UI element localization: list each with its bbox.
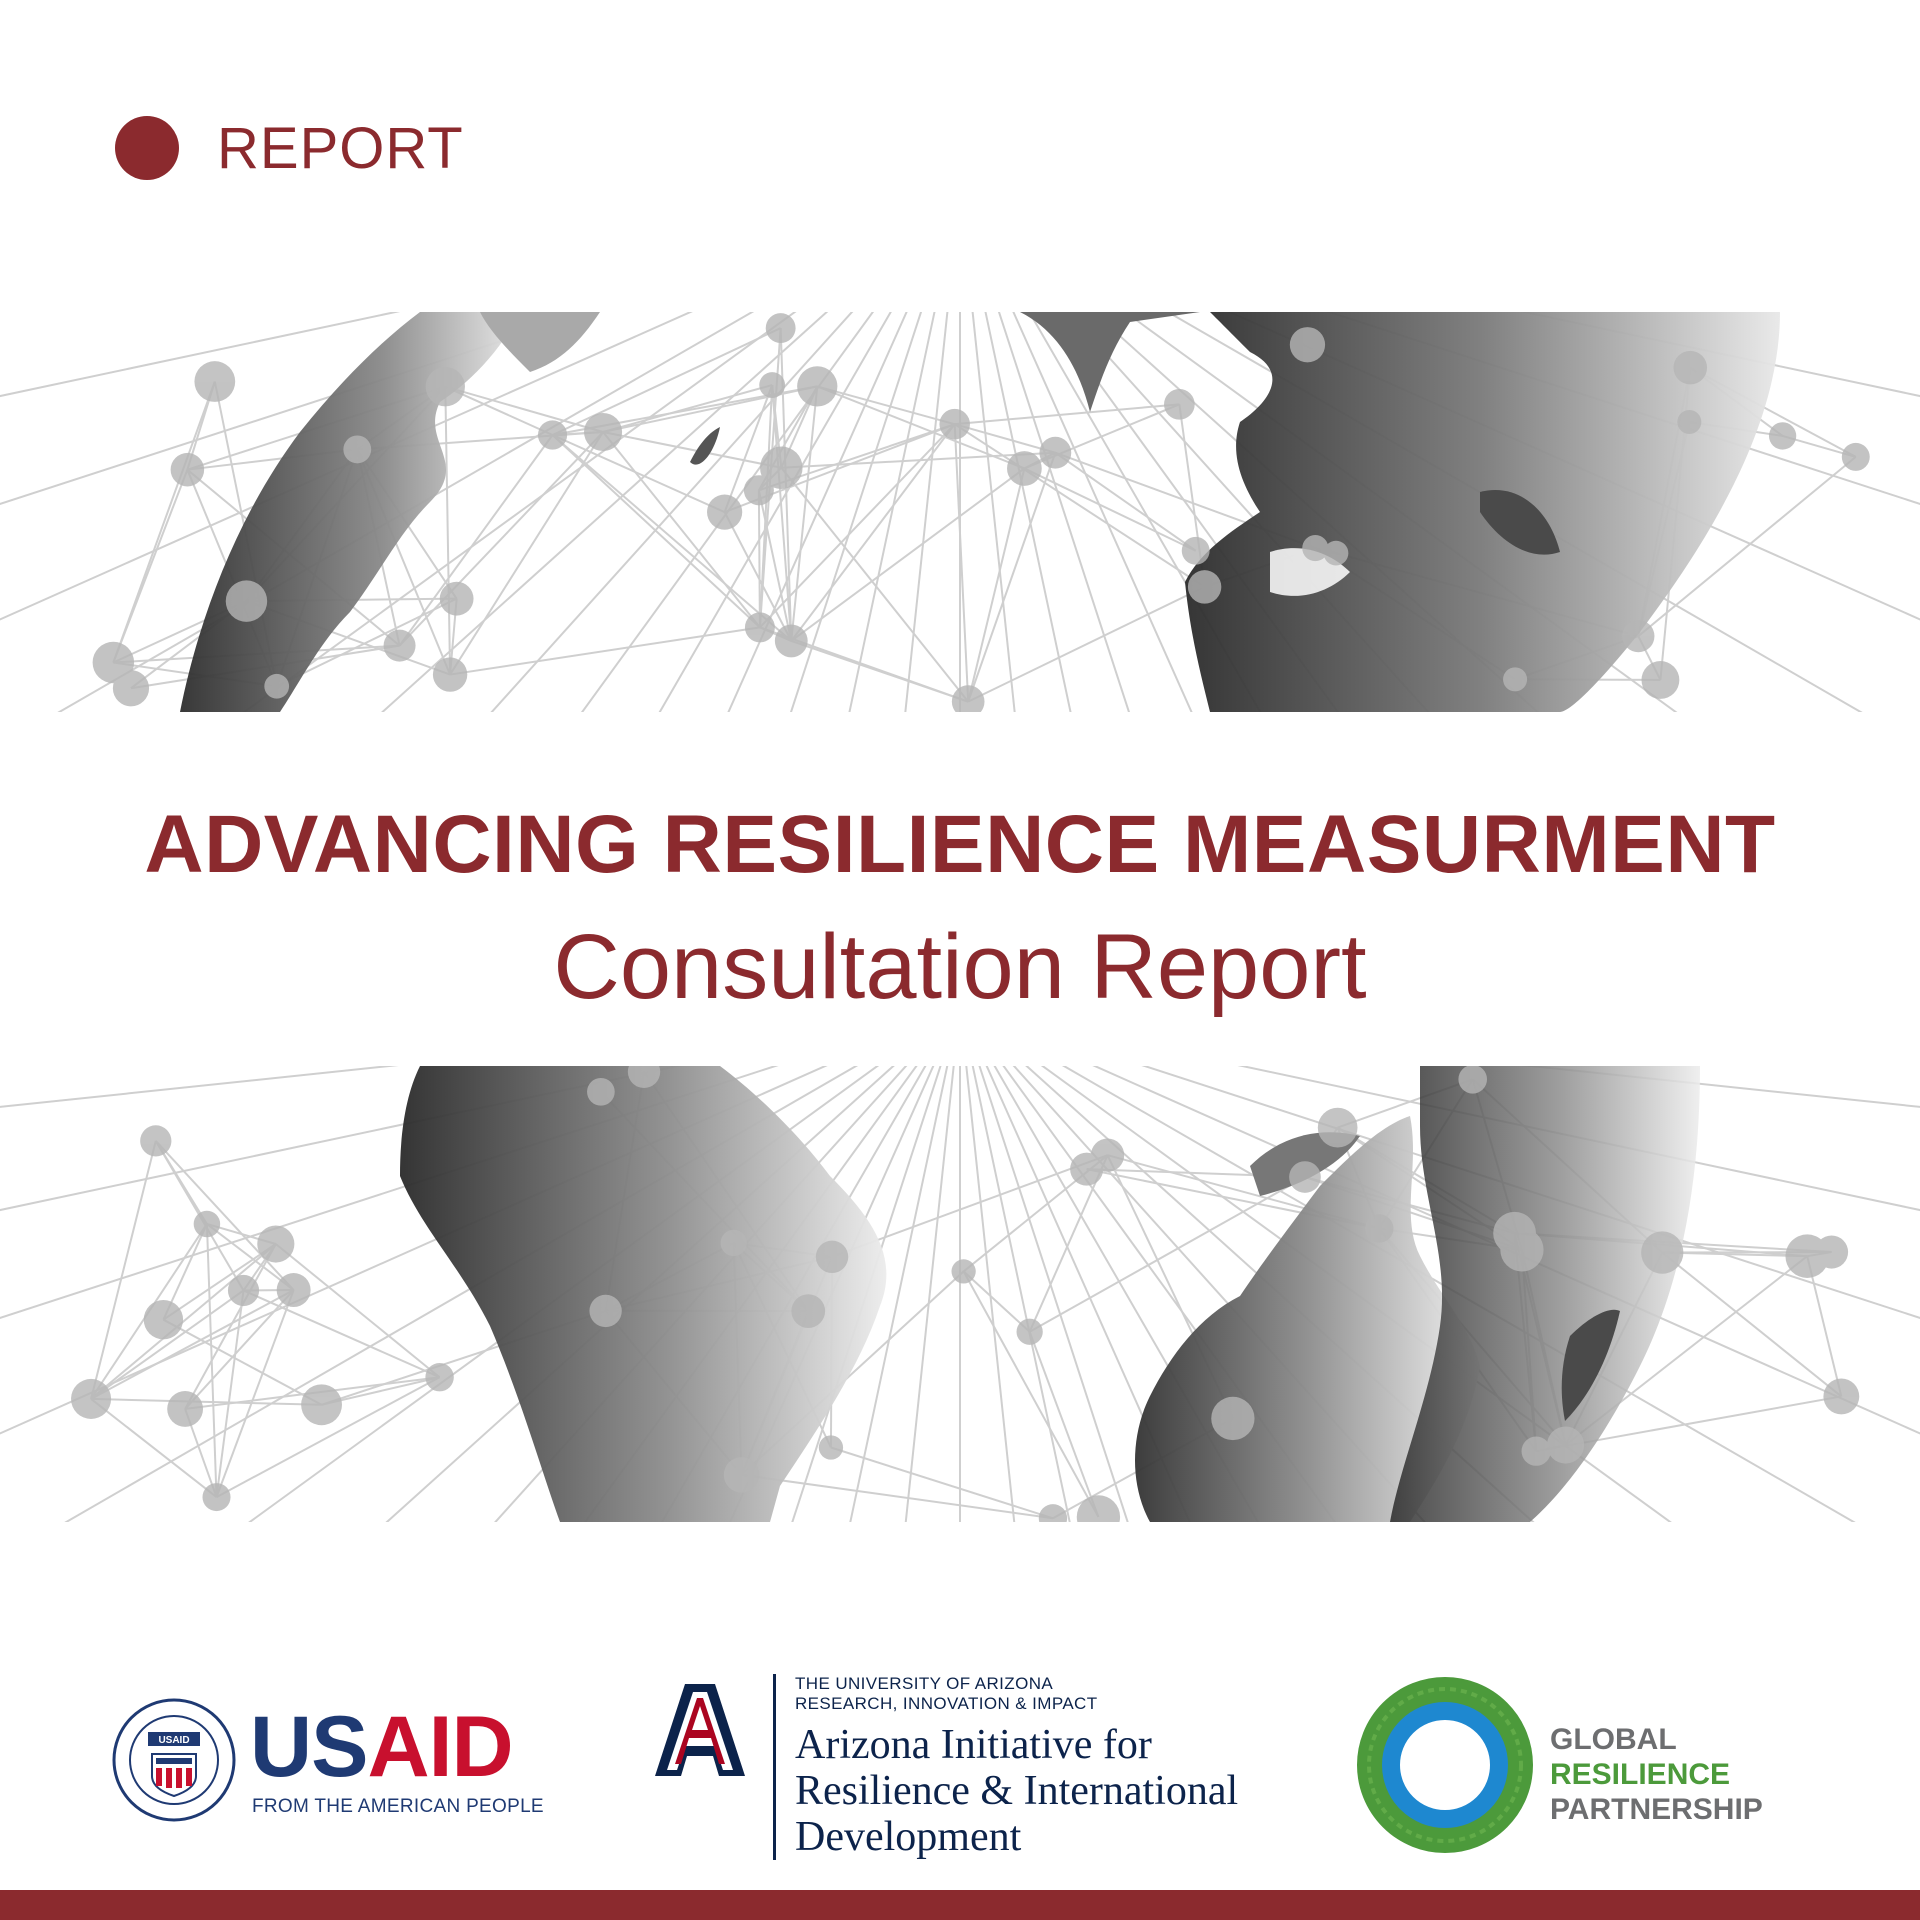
arizona-initiative-line1: Arizona Initiative for bbox=[795, 1722, 1152, 1768]
network-line bbox=[445, 387, 603, 432]
network-node bbox=[939, 409, 970, 440]
usaid-tagline: FROM THE AMERICAN PEOPLE bbox=[252, 1796, 544, 1817]
network-line bbox=[603, 385, 772, 432]
network-node bbox=[440, 582, 474, 616]
network-node bbox=[1522, 1437, 1551, 1466]
network-node bbox=[1769, 422, 1796, 449]
network-node bbox=[724, 1457, 759, 1492]
grp-logo bbox=[1355, 1670, 1785, 1860]
usaid-word-us: US bbox=[250, 1699, 368, 1795]
network-node bbox=[1164, 389, 1195, 420]
network-node bbox=[1007, 451, 1042, 486]
network-node bbox=[228, 1275, 259, 1306]
network-node bbox=[1641, 661, 1679, 699]
network-node bbox=[766, 313, 796, 343]
network-node bbox=[791, 1294, 825, 1328]
network-node bbox=[202, 1483, 230, 1511]
network-node bbox=[1365, 1214, 1393, 1242]
network-line bbox=[742, 1475, 1053, 1518]
globe-network-graphic-top bbox=[0, 312, 1920, 712]
network-node bbox=[1182, 537, 1210, 565]
network-node bbox=[171, 453, 205, 487]
network-line bbox=[603, 432, 760, 627]
arizona-divider bbox=[773, 1674, 776, 1860]
network-node bbox=[797, 366, 837, 406]
globe-network-image-bottom bbox=[0, 1066, 1920, 1522]
network-node bbox=[760, 446, 803, 489]
report-tag bbox=[115, 108, 464, 188]
network-node bbox=[816, 1241, 848, 1273]
network-node bbox=[587, 1078, 615, 1106]
arizona-initiative-line2: Resilience & International bbox=[795, 1768, 1239, 1814]
network-node bbox=[167, 1391, 203, 1427]
network-node bbox=[426, 367, 465, 406]
network-node bbox=[819, 1435, 843, 1459]
network-node bbox=[301, 1384, 342, 1425]
network-node bbox=[775, 625, 808, 658]
network-line bbox=[781, 468, 968, 702]
network-node bbox=[1290, 327, 1325, 362]
network-line bbox=[964, 1271, 1030, 1331]
network-node bbox=[1673, 351, 1707, 385]
network-node bbox=[384, 630, 416, 662]
network-node bbox=[140, 1125, 171, 1156]
network-node bbox=[1188, 570, 1221, 603]
svg-text:USAID: USAID bbox=[158, 1735, 190, 1746]
network-node bbox=[425, 1363, 453, 1391]
network-node bbox=[194, 361, 235, 402]
globe-network-image-top bbox=[0, 312, 1920, 712]
network-node bbox=[1318, 1108, 1358, 1148]
network-line bbox=[955, 404, 1180, 424]
network-node bbox=[1077, 1495, 1120, 1522]
network-node bbox=[433, 657, 467, 691]
report-title: ADVANCING RESILIENCE MEASURMENT bbox=[144, 799, 1776, 890]
network-node bbox=[343, 435, 371, 463]
network-node bbox=[951, 1259, 975, 1283]
network-node bbox=[226, 580, 267, 621]
network-line bbox=[445, 387, 450, 675]
grp-word-partnership: PARTNERSHIP bbox=[1550, 1793, 1763, 1826]
network-node bbox=[721, 1230, 747, 1256]
network-node bbox=[1211, 1397, 1254, 1440]
arizona-block-a-icon bbox=[645, 1676, 755, 1786]
arizona-logo bbox=[645, 1670, 1325, 1870]
network-node bbox=[71, 1379, 111, 1419]
grp-ring-icon bbox=[1355, 1670, 1535, 1860]
grp-word-resilience: RESILIENCE bbox=[1550, 1758, 1731, 1791]
network-node bbox=[1547, 1426, 1584, 1463]
network-line bbox=[276, 1244, 440, 1377]
network-node bbox=[1458, 1066, 1487, 1094]
network-line bbox=[450, 627, 760, 674]
footer-bar bbox=[0, 1890, 1920, 1920]
network-line bbox=[791, 641, 968, 702]
arizona-department: RESEARCH, INNOVATION & IMPACT bbox=[795, 1694, 1098, 1713]
report-label: REPORT bbox=[217, 115, 464, 181]
network-node bbox=[1815, 1236, 1848, 1269]
network-line bbox=[217, 1290, 244, 1497]
network-node bbox=[1039, 437, 1071, 469]
network-line bbox=[91, 1399, 321, 1405]
network-line bbox=[553, 435, 725, 512]
network-line bbox=[113, 382, 214, 663]
bullet-dot-icon bbox=[115, 116, 179, 180]
network-node bbox=[277, 1273, 311, 1307]
network-node bbox=[113, 670, 149, 706]
network-node bbox=[257, 1225, 294, 1262]
usaid-logo bbox=[112, 1690, 552, 1830]
report-subtitle: Consultation Report bbox=[553, 916, 1367, 1018]
arizona-university-name: THE UNIVERSITY OF ARIZONA bbox=[795, 1674, 1054, 1693]
network-line bbox=[185, 1290, 294, 1409]
network-line bbox=[91, 1290, 294, 1399]
grp-word-global: GLOBAL bbox=[1550, 1723, 1677, 1756]
network-node bbox=[1823, 1379, 1859, 1415]
usaid-wordmark bbox=[250, 1699, 513, 1795]
network-node bbox=[1302, 535, 1328, 561]
network-line bbox=[955, 424, 968, 701]
globe-network-graphic-bottom bbox=[0, 1066, 1920, 1522]
network-line bbox=[964, 1271, 1099, 1516]
network-node bbox=[194, 1211, 221, 1238]
network-node bbox=[1039, 1504, 1067, 1522]
network-node bbox=[584, 413, 622, 451]
network-node bbox=[952, 685, 985, 712]
network-line bbox=[1030, 1332, 1099, 1517]
network-node bbox=[264, 674, 289, 699]
network-node bbox=[1493, 1212, 1536, 1255]
network-line bbox=[553, 435, 792, 641]
usaid-seal-icon bbox=[112, 1698, 236, 1822]
network-node bbox=[745, 612, 775, 642]
network-node bbox=[1677, 410, 1701, 434]
network-line bbox=[759, 490, 760, 627]
arizona-initiative-line3: Development bbox=[795, 1814, 1022, 1860]
network-node bbox=[1842, 443, 1870, 471]
network-node bbox=[707, 495, 742, 530]
network-node bbox=[1641, 1231, 1683, 1273]
network-node bbox=[538, 420, 567, 449]
network-line bbox=[450, 432, 603, 675]
network-line bbox=[91, 1244, 276, 1399]
network-node bbox=[1091, 1139, 1124, 1172]
network-node bbox=[1017, 1319, 1043, 1345]
network-node bbox=[1503, 667, 1527, 691]
network-node bbox=[589, 1295, 621, 1327]
network-line bbox=[831, 1448, 1053, 1519]
network-node bbox=[1289, 1161, 1321, 1193]
network-node bbox=[144, 1300, 183, 1339]
usaid-word-aid: AID bbox=[367, 1699, 513, 1795]
network-node bbox=[759, 372, 785, 398]
network-node bbox=[1622, 620, 1654, 652]
network-line bbox=[217, 1290, 294, 1497]
